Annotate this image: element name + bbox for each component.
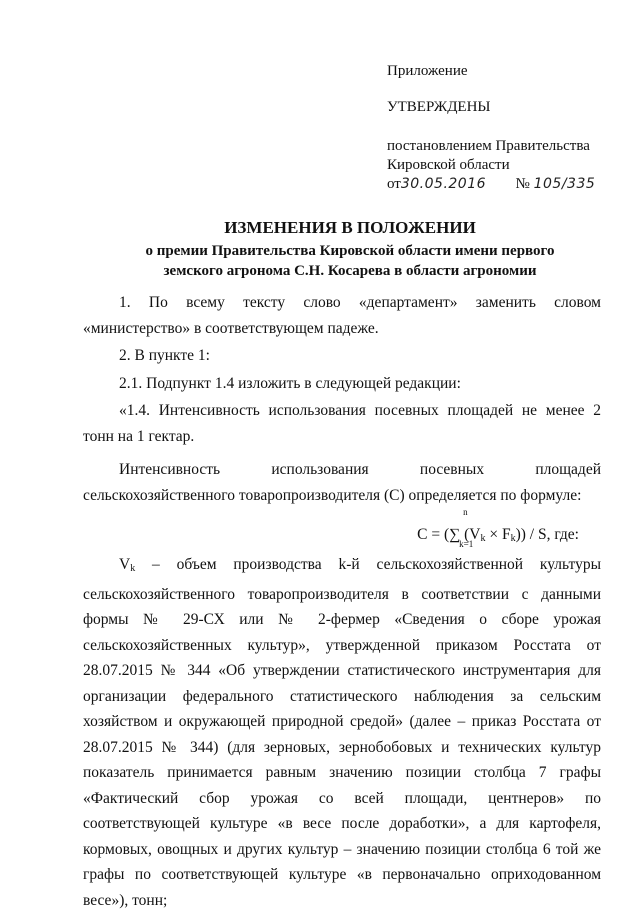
- date-prefix: от: [387, 176, 401, 192]
- document-title: [60, 217, 640, 281]
- paragraph-4: «1.4. Интенсивность использования посевных площадей не менее 2 тонн на 1 гектар.: [83, 402, 601, 445]
- formula-term: $(V_k \times F_k)) / S$, где:: [464, 526, 579, 544]
- sum-lower-limit: k=1: [459, 539, 474, 549]
- variable-definition: – объем производства k-й сельскохозяйственной культуры сельскохозяйственного товаропроизводителя в соответствии с данными формы № 29-СХ или № 2-фермер «Сведения о сборе урожая сельскохозяйственных культур», утвержденной приказом Росстата от 28.07.2015 № 344 «Об утверждении статистического инструментария для организации федерального статистического наблюдения за сельским хозяйством и окружающей природной средой» (далее – приказ Росстата от 28.07.2015 № 344) (для зерновых, зернобобовых и технических культур показатель принимается равным значению позиции столбца 7 графы «Фактический сбор урожая со всей площади, центнеров» по соответствующей культуре «в весе после доработки», а для картофеля, кормовых, овощных и других культур – значению позиции столбца 6 той же графы по соответствующей культуре «в первоначально оприходованном весе»), тонн;: [83, 556, 601, 909]
- approved-label: УТВЕРЖДЕНЫ: [387, 99, 491, 115]
- title-subtitle-line-2: земского агронома С.Н. Косарева в области агрономии: [163, 263, 537, 279]
- variable-v-subscript: k: [130, 563, 136, 574]
- number-prefix: №: [515, 176, 530, 192]
- formula: [83, 508, 601, 552]
- paragraph-5: Интенсивность использования посевных площадей сельскохозяйственного товаропроизводителя (С) определяется по формуле:: [83, 461, 601, 504]
- decree-line-1: постановлением Правительства: [387, 138, 590, 154]
- appendix-label: Приложение: [387, 63, 468, 79]
- decree-line-2: Кировской области: [387, 157, 510, 173]
- paragraph-3: 2.1. Подпункт 1.4 изложить в следующей редакции:: [119, 374, 461, 392]
- paragraph-6: [83, 552, 601, 913]
- sum-upper-limit: n: [463, 507, 468, 517]
- handwritten-date: 30.05.2016: [400, 176, 487, 192]
- sum-symbol: n ∑ k=1: [449, 507, 474, 549]
- title-subtitle-line-1: о премии Правительства Кировской области имени первого: [145, 243, 555, 259]
- title-main: ИЗМЕНЕНИЯ В ПОЛОЖЕНИИ: [224, 218, 476, 237]
- paragraph-1: 1. По всему тексту слово «департамент» заменить словом «министерство» в соответствующем падеже.: [83, 294, 601, 337]
- formula-lhs: С = (: [417, 526, 450, 543]
- approval-stamp-block: [387, 62, 627, 194]
- variable-v: V: [119, 556, 131, 573]
- handwritten-number: 105/335: [533, 176, 596, 192]
- decree-date-number: [387, 175, 627, 194]
- document-body: [83, 290, 601, 913]
- paragraph-2: 2. В пункте 1:: [119, 347, 210, 364]
